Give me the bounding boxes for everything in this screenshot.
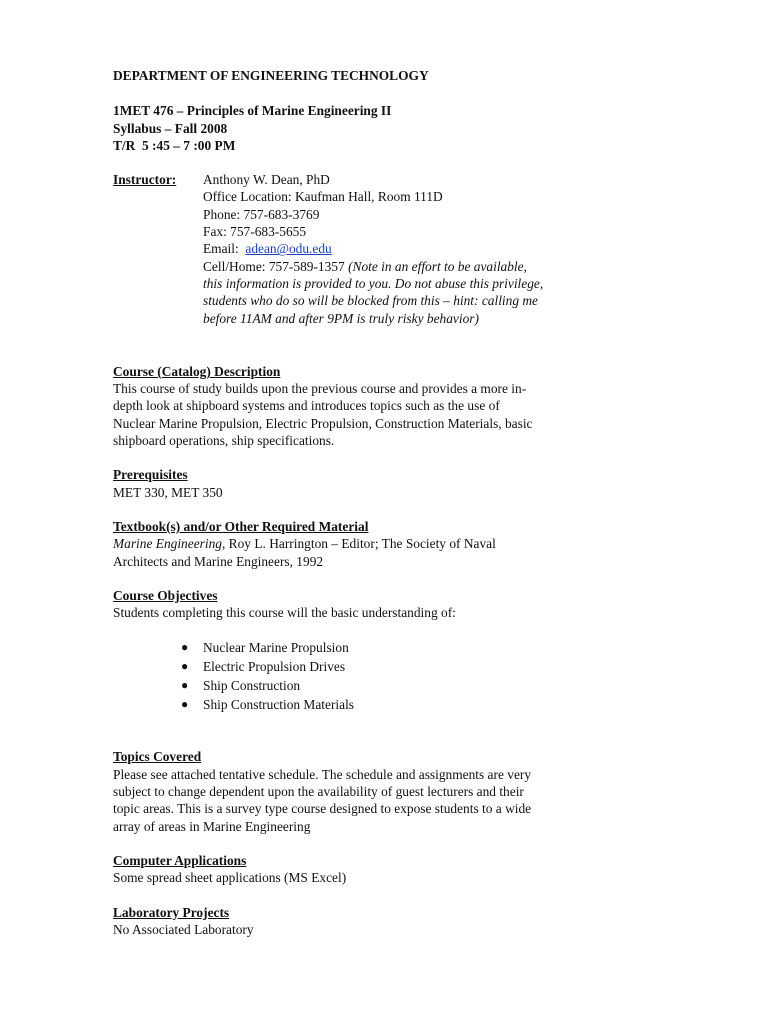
topics-section — [113, 748, 593, 834]
cell-label: Cell/Home: 757-589-1357 — [203, 258, 349, 274]
catalog-title: Course (Catalog) Description — [113, 363, 281, 379]
topics-title: Topics Covered — [113, 749, 202, 765]
cell-note-2: this information is provided to you. Do not abuse this privilege, — [203, 275, 544, 291]
objective-item: ● Ship Construction — [181, 678, 301, 694]
syllabus-term: Syllabus – Fall 2008 — [113, 120, 228, 136]
catalog-line-1: This course of study builds upon the previous course and provides a more in- — [113, 381, 527, 397]
objectives-section — [113, 587, 593, 715]
textbook-line-1-rest: , Roy L. Harrington – Editor; The Society of Naval — [221, 536, 496, 552]
course-header — [113, 102, 593, 154]
laboratory-title: Laboratory Projects — [113, 904, 230, 920]
textbook-title: Textbook(s) and/or Other Required Material — [113, 518, 369, 534]
office-location: Office Location: Kaufman Hall, Room 111D — [203, 189, 443, 205]
instructor-info — [203, 171, 593, 327]
objectives-title: Course Objectives — [113, 587, 218, 603]
objective-item: ● Nuclear Marine Propulsion — [181, 640, 349, 656]
bullet-icon: ● — [181, 697, 189, 712]
textbook-line-2: Architects and Marine Engineers, 1992 — [113, 553, 324, 569]
instructor-fax: Fax: 757-683-5655 — [203, 224, 307, 240]
instructor-name: Anthony W. Dean, PhD — [203, 172, 330, 188]
email-link[interactable]: adean@odu.edu — [245, 241, 332, 257]
syllabus-page — [113, 67, 593, 938]
textbook-section — [113, 518, 593, 570]
computer-title: Computer Applications — [113, 852, 247, 868]
objective-item: ● Electric Propulsion Drives — [181, 659, 346, 675]
cell-note-4: before 11AM and after 9PM is truly risky behavior) — [203, 310, 479, 326]
instructor-email-line — [203, 240, 593, 257]
textbook-book-title: Marine Engineering — [113, 536, 222, 552]
laboratory-text: No Associated Laboratory — [113, 921, 254, 937]
computer-text: Some spread sheet applications (MS Excel) — [113, 870, 347, 886]
textbook-line-1 — [113, 535, 593, 552]
department-heading: DEPARTMENT OF ENGINEERING TECHNOLOGY — [113, 68, 429, 83]
bullet-icon: ● — [181, 678, 189, 693]
objectives-intro: Students completing this course will the basic understanding of: — [113, 605, 456, 621]
cell-note-1: (Note in an effort to be available, — [348, 258, 527, 274]
cell-line — [203, 258, 593, 275]
topics-line-1: Please see attached tentative schedule. The schedule and assignments are very — [113, 766, 532, 782]
objective-item: ● Ship Construction Materials — [181, 697, 355, 713]
prerequisites-section — [113, 466, 593, 501]
laboratory-section — [113, 904, 593, 939]
catalog-line-4: shipboard operations, ship specifications. — [113, 433, 335, 449]
catalog-line-3: Nuclear Marine Propulsion, Electric Propulsion, Construction Materials, basic — [113, 415, 533, 431]
prerequisites-title: Prerequisites — [113, 467, 188, 483]
instructor-block — [113, 171, 593, 327]
email-label: Email: — [203, 241, 246, 257]
course-title: 1MET 476 – Principles of Marine Engineering II — [113, 103, 392, 119]
instructor-phone: Phone: 757-683-3769 — [203, 206, 320, 222]
catalog-line-2: depth look at shipboard systems and introduces topics such as the use of — [113, 398, 500, 414]
objectives-list — [113, 638, 593, 714]
bullet-icon: ● — [181, 640, 189, 655]
topics-line-3: topic areas. This is a survey type course designed to expose students to a wide — [113, 801, 532, 817]
topics-line-4: array of areas in Marine Engineering — [113, 818, 311, 834]
catalog-section — [113, 363, 593, 449]
bullet-icon: ● — [181, 659, 189, 674]
topics-line-2: subject to change dependent upon the availability of guest lecturers and their — [113, 784, 524, 800]
computer-section — [113, 852, 593, 887]
cell-note-3: students who do so will be blocked from this – hint: calling me — [203, 293, 538, 309]
prerequisites-text: MET 330, MET 350 — [113, 484, 223, 500]
class-schedule: T/R 5 :45 – 7 :00 PM — [113, 137, 236, 153]
instructor-label: Instructor: — [113, 172, 177, 188]
